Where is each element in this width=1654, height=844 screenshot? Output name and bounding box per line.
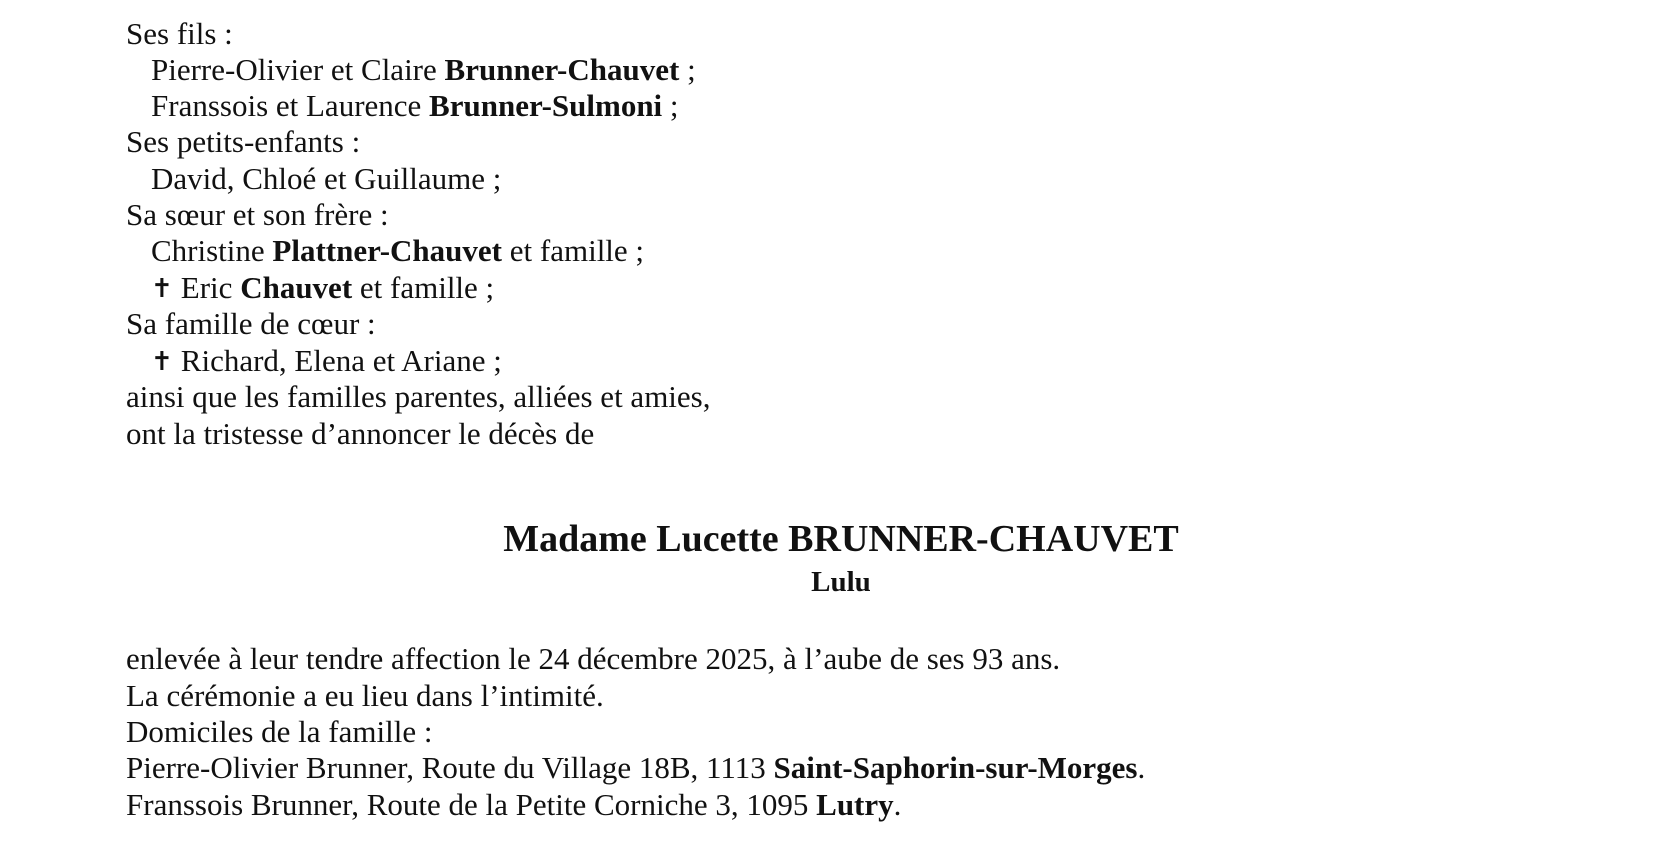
heart-family-names: Richard, Elena et Ariane ; xyxy=(180,343,502,378)
sibling-line-2 xyxy=(151,269,494,309)
son-line-1 xyxy=(151,51,696,89)
heart-family-heading: Sa famille de cœur : xyxy=(126,306,376,341)
son-1-end: ; xyxy=(679,52,696,87)
sibling-2-surname: Chauvet xyxy=(240,270,353,305)
sad-news-line: ont la tristesse d’annoncer le décès de xyxy=(126,416,595,451)
domicile-2-end: . xyxy=(893,787,902,822)
son-1-first-names: Pierre-Olivier et Claire xyxy=(151,52,445,87)
cross-icon: ✝ xyxy=(151,347,173,377)
domicile-1-address: Pierre-Olivier Brunner, Route du Village 18B, 1113 xyxy=(126,750,774,785)
sibling-line-1 xyxy=(151,232,644,270)
domicile-1-end: . xyxy=(1137,750,1146,785)
domicile-2-locality: Lutry xyxy=(816,787,894,822)
sibling-2-first-name: Eric xyxy=(180,270,241,305)
passing-line: enlevée à leur tendre affection le 24 décembre 2025, à l’aube de ses 93 ans. xyxy=(126,641,1061,676)
sibling-1-end: et famille ; xyxy=(502,233,645,268)
son-2-end: ; xyxy=(662,88,679,123)
domicile-line-1 xyxy=(126,749,1145,787)
siblings-heading: Sa sœur et son frère : xyxy=(126,197,389,232)
grandchildren-heading: Ses petits-enfants : xyxy=(126,124,361,159)
ceremony-line: La cérémonie a eu lieu dans l’intimité. xyxy=(126,678,604,713)
sibling-1-first-name: Christine xyxy=(151,233,273,268)
domicile-1-locality: Saint-Saphorin-sur-Morges xyxy=(773,750,1138,785)
deceased-nickname: Lulu xyxy=(811,566,871,598)
son-1-surname: Brunner-Chauvet xyxy=(444,52,680,87)
sibling-1-surname: Plattner-Chauvet xyxy=(272,233,503,268)
son-line-2 xyxy=(151,87,679,125)
son-2-surname: Brunner-Sulmoni xyxy=(429,88,663,123)
heart-family-line xyxy=(151,342,502,382)
cross-icon: ✝ xyxy=(151,274,173,304)
grandchildren-line: David, Chloé et Guillaume ; xyxy=(151,161,502,196)
domicile-2-address: Franssois Brunner, Route de la Petite Corniche 3, 1095 xyxy=(126,787,817,822)
sons-heading: Ses fils : xyxy=(126,16,233,51)
domiciles-heading: Domiciles de la famille : xyxy=(126,714,433,749)
sibling-2-end: et famille ; xyxy=(352,270,495,305)
domicile-line-2 xyxy=(126,786,901,824)
families-line: ainsi que les familles parentes, alliées et amies, xyxy=(126,379,711,414)
son-2-first-names: Franssois et Laurence xyxy=(151,88,430,123)
deceased-name: Madame Lucette BRUNNER-CHAUVET xyxy=(503,518,1179,560)
